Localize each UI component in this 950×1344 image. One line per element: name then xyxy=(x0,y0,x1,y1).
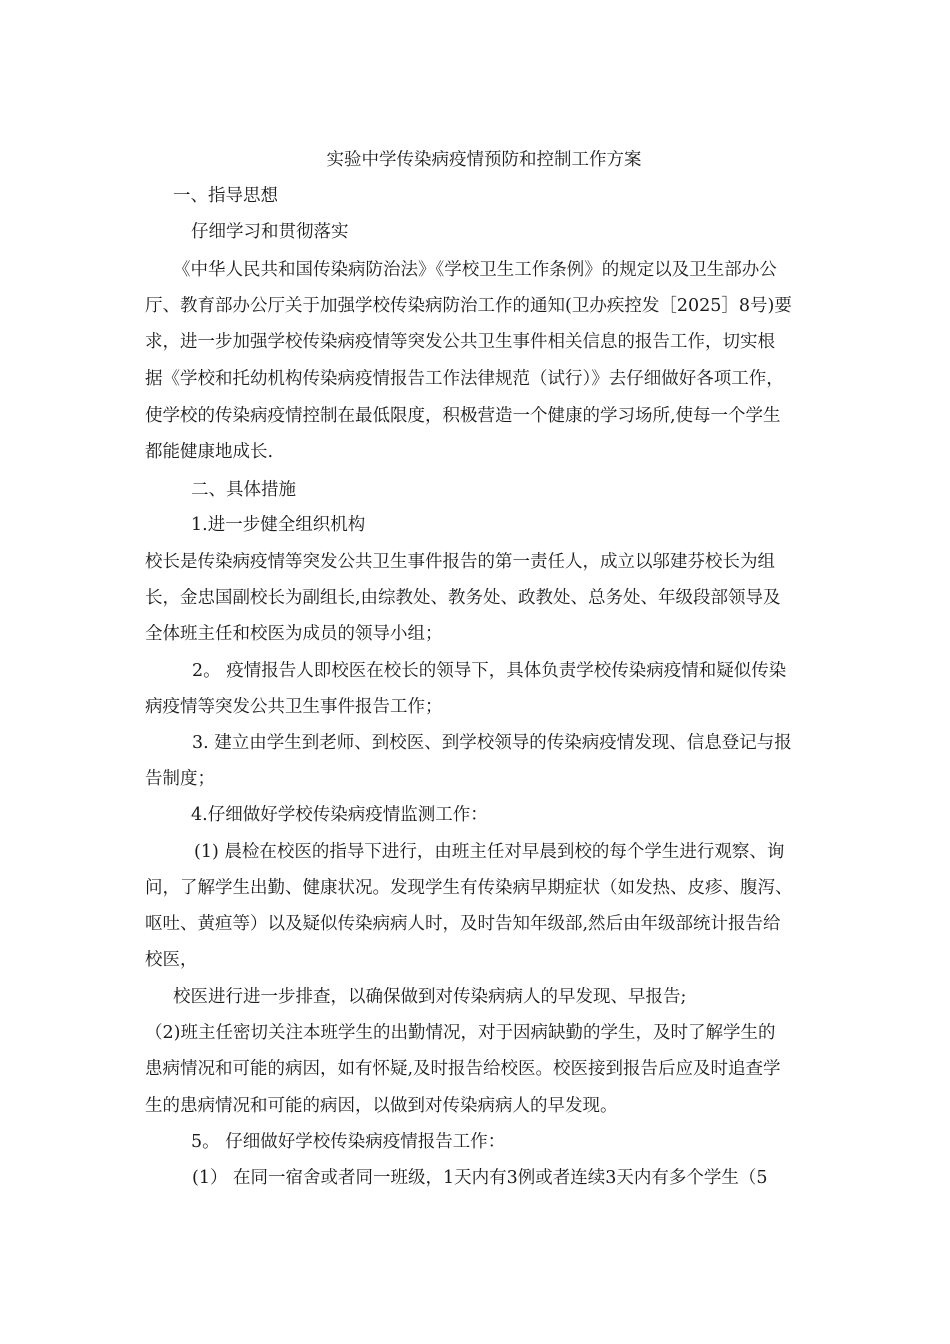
paragraph-line: 《中华人民共和国传染病防治法》《学校卫生工作条例》的规定以及卫生部办公 xyxy=(173,260,777,280)
paragraph-line: (1) 晨检在校医的指导下进行，由班主任对早晨到校的每个学生进行观察、询 xyxy=(194,842,785,862)
paragraph-line: 校医进行进一步排查，以确保做到对传染病病人的早发现、早报告; xyxy=(173,987,687,1007)
subsection-heading: 4.仔细做好学校传染病疫情监测工作： xyxy=(191,805,488,825)
paragraph-line: 使学校的传染病疫情控制在最低限度，积极营造一个健康的学习场所,使每一个学生 xyxy=(145,406,781,426)
section-heading: 一、指导思想 xyxy=(173,186,278,206)
paragraph-line: 求，进一步加强学校传染病疫情等突发公共卫生事件相关信息的报告工作，切实根 xyxy=(145,332,775,352)
subsection-heading: 1.进一步健全组织机构 xyxy=(191,515,366,535)
subsection-heading: 5。 仔细做好学校传染病疫情报告工作： xyxy=(191,1132,506,1152)
section-heading: 二、具体措施 xyxy=(191,480,296,500)
paragraph-line: 3. 建立由学生到老师、到校医、到学校领导的传染病疫情发现、信息登记与报 xyxy=(192,733,792,753)
paragraph-line: 全体班主任和校医为成员的领导小组； xyxy=(145,624,443,644)
paragraph-line: 厅、教育部办公厅关于加强学校传染病防治工作的通知(卫办疾控发［2025］8号)要 xyxy=(145,296,792,316)
paragraph-line: 告制度； xyxy=(145,769,215,789)
paragraph-line: 校医， xyxy=(145,950,198,970)
paragraph-line: 仔细学习和贯彻落实 xyxy=(191,222,349,242)
paragraph-line: 据《学校和托幼机构传染病疫情报告工作法律规范（试行）》去仔细做好各项工作， xyxy=(145,369,784,389)
paragraph-line: 长，金忠国副校长为副组长,由综教处、教务处、政教处、总务处、年级段部领导及 xyxy=(145,588,781,608)
document-title: 实验中学传染病疫情预防和控制工作方案 xyxy=(326,150,642,170)
paragraph-line: 生的患病情况和可能的病因，以做到对传染病病人的早发现。 xyxy=(145,1096,618,1116)
paragraph-line: 患病情况和可能的病因，如有怀疑,及时报告给校医。校医接到报告后应及时追查学 xyxy=(145,1059,781,1079)
paragraph-line: （2)班主任密切关注本班学生的出勤情况，对于因病缺勤的学生，及时了解学生的 xyxy=(145,1023,776,1043)
paragraph-line: 问，了解学生出勤、健康状况。发现学生有传染病早期症状（如发热、皮疹、腹泻、 xyxy=(145,878,793,898)
paragraph-line: 校长是传染病疫情等突发公共卫生事件报告的第一责任人，成立以邬建芬校长为组 xyxy=(145,552,775,572)
paragraph-line: 病疫情等突发公共卫生事件报告工作； xyxy=(145,697,443,717)
paragraph-line: 呕吐、黄疸等）以及疑似传染病病人时，及时告知年级部,然后由年级部统计报告给 xyxy=(145,914,781,934)
paragraph-line: 2。 疫情报告人即校医在校长的领导下，具体负责学校传染病疫情和疑似传染 xyxy=(192,661,787,681)
paragraph-line: (1） 在同一宿舍或者同一班级，1天内有3例或者连续3天内有多个学生（5 xyxy=(192,1168,768,1188)
paragraph-line: 都能健康地成长. xyxy=(145,442,274,462)
